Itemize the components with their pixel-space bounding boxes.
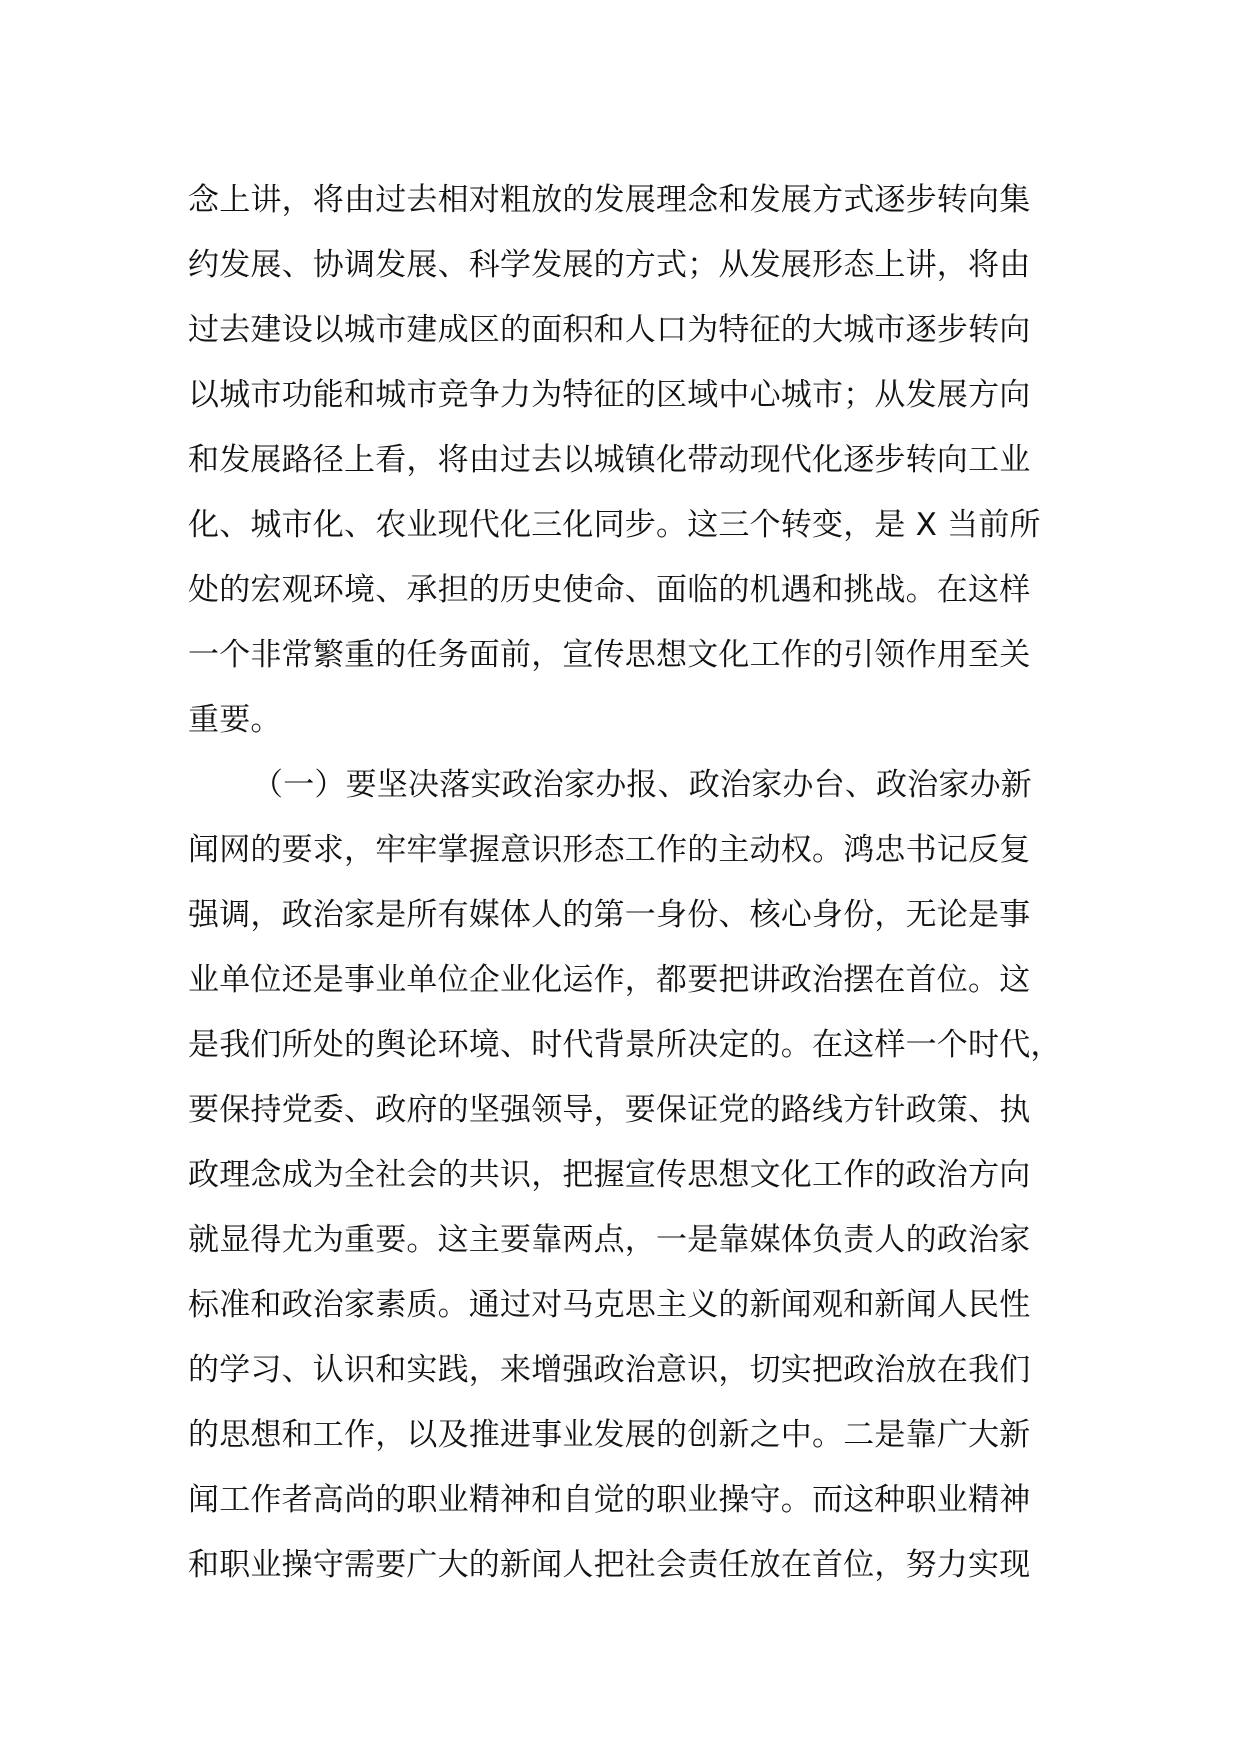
text-line-first: （一）要坚决落实政治家办报、政治家办台、政治家办新 xyxy=(252,767,1032,803)
text-line: 政理念成为全社会的共识，把握宣传思想文化工作的政治方向 xyxy=(188,1157,1031,1193)
text-line: 就显得尤为重要。这主要靠两点，一是靠媒体负责人的政治家 xyxy=(188,1222,1031,1258)
paragraph-1 xyxy=(188,168,1088,753)
text-line: 的思想和工作，以及推进事业发展的创新之中。二是靠广大新 xyxy=(188,1417,1031,1453)
text-line: 是我们所处的舆论环境、时代背景所决定的。在这样一个时代， xyxy=(188,1027,1062,1063)
text-line: 念上讲，将由过去相对粗放的发展理念和发展方式逐步转向集 xyxy=(188,182,1031,218)
text-line: 过去建设以城市建成区的面积和人口为特征的大城市逐步转向 xyxy=(188,312,1031,348)
text-line: 强调，政治家是所有媒体人的第一身份、核心身份，无论是事 xyxy=(188,897,1031,933)
text-line: 的学习、认识和实践，来增强政治意识，切实把政治放在我们 xyxy=(188,1352,1031,1388)
text-line: 重要。 xyxy=(188,702,282,738)
text-line: 约发展、协调发展、科学发展的方式；从发展形态上讲，将由 xyxy=(188,247,1031,283)
text-line: 闻工作者高尚的职业精神和自觉的职业操守。而这种职业精神 xyxy=(188,1482,1031,1518)
paragraph-2 xyxy=(188,753,1088,1598)
body-text xyxy=(188,168,1088,1598)
text-line: 以城市功能和城市竞争力为特征的区域中心城市；从发展方向 xyxy=(188,377,1031,413)
text-line: 标准和政治家素质。通过对马克思主义的新闻观和新闻人民性 xyxy=(188,1287,1031,1323)
text-line: 化、城市化、农业现代化三化同步。这三个转变，是 X 当前所 xyxy=(188,507,1041,543)
text-line: 和发展路径上看，将由过去以城镇化带动现代化逐步转向工业 xyxy=(188,442,1031,478)
text-line: 闻网的要求，牢牢掌握意识形态工作的主动权。鸿忠书记反复 xyxy=(188,832,1031,868)
text-line: 要保持党委、政府的坚强领导，要保证党的路线方针政策、执 xyxy=(188,1092,1031,1128)
text-line: 和职业操守需要广大的新闻人把社会责任放在首位，努力实现 xyxy=(188,1547,1031,1583)
text-line: 一个非常繁重的任务面前，宣传思想文化工作的引领作用至关 xyxy=(188,637,1031,673)
text-line: 业单位还是事业单位企业化运作，都要把讲政治摆在首位。这 xyxy=(188,962,1031,998)
text-line: 处的宏观环境、承担的历史使命、面临的机遇和挑战。在这样 xyxy=(188,572,1031,608)
